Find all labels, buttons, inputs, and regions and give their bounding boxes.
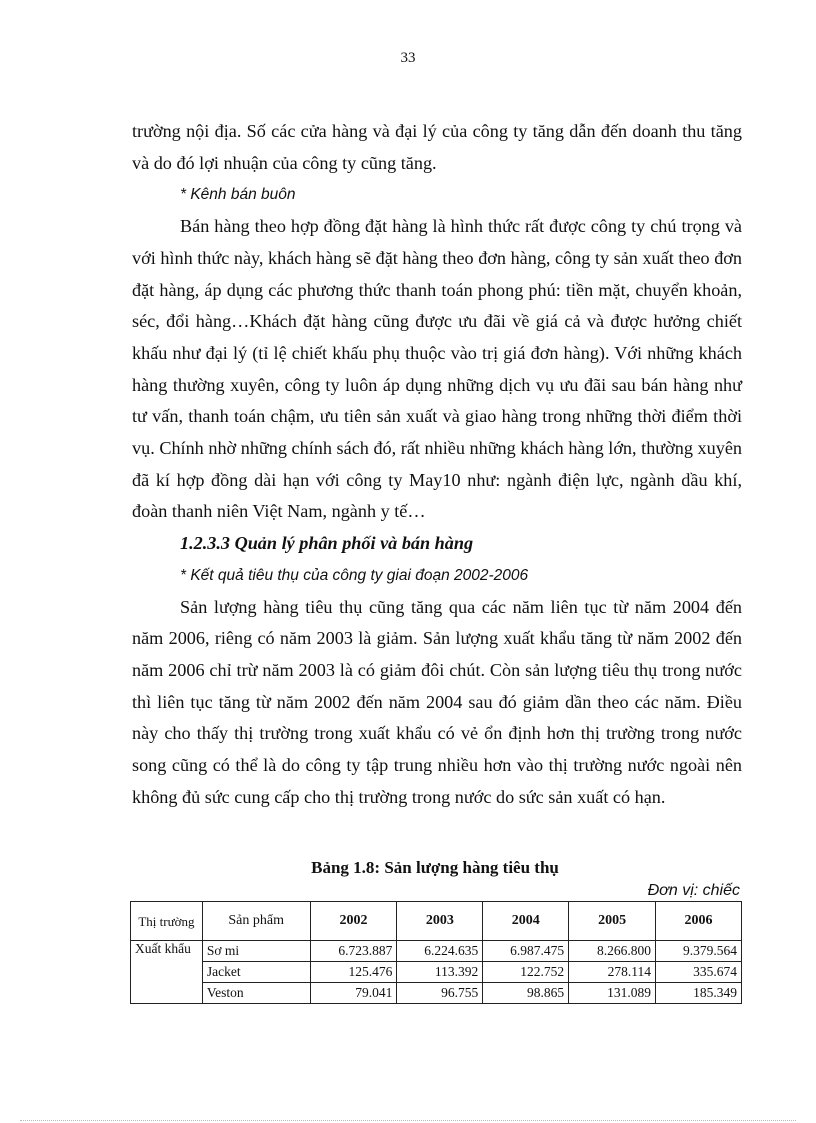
header-2006: 2006 bbox=[656, 902, 742, 941]
header-2004: 2004 bbox=[483, 902, 569, 941]
paragraph-3: Sản lượng hàng tiêu thụ cũng tăng qua các năm liên tục từ năm 2004 đến năm 2006, riêng có năm 2003 là giảm. Sản lượng xuất khẩu tăng từ năm 2002 đến năm 2006 chỉ trừ năm 2003 là có giảm đôi chút. Còn sản lượng tiêu thụ trong nước thì liên tục tăng từ năm 2002 đến năm 2004 sau đó giảm dần theo các năm. Điều này cho thấy thị trường trong xuất khẩu có vẻ ổn định hơn thị trường trong nước song cũng có thể là do công ty tập trung nhiều hơn vào thị trường nước ngoài nên không đủ sức cung cấp cho thị trường trong nước do sức sản xuất có hạn. bbox=[132, 596, 742, 807]
product-cell: Jacket bbox=[202, 962, 310, 983]
value-cell: 185.349 bbox=[656, 983, 742, 1004]
value-cell: 79.041 bbox=[310, 983, 397, 1004]
market-cell: Xuất khẩu bbox=[131, 941, 203, 1004]
table-row bbox=[131, 941, 742, 962]
sales-table bbox=[130, 901, 742, 1004]
value-cell: 125.476 bbox=[310, 962, 397, 983]
section-heading: 1.2.3.3 Quản lý phân phối và bán hàng bbox=[180, 533, 474, 554]
subheading-results: * Kết quả tiêu thụ của công ty giai đoạn 2002-2006 bbox=[180, 566, 529, 584]
paragraph-2: Bán hàng theo hợp đồng đặt hàng là hình thức rất được công ty chú trọng và với hình thức này, khách hàng sẽ đặt hàng theo đơn hàng, công ty sản xuất theo đơn đặt hàng, áp dụng các phương thức thanh toán phong phú: tiền mặt, chuyển khoản, séc, đổi hàng…Khách đặt hàng cũng được ưu đãi về giá cả và được hưởng chiết khấu như đại lý (tỉ lệ chiết khấu phụ thuộc vào trị giá đơn hàng). Với những khách hàng thường xuyên, công ty luôn áp dụng những dịch vụ ưu đãi sau bán hàng như tư vấn, thanh toán chậm, ưu tiên sản xuất và giao hàng trong những thời điểm thời vụ. Chính nhờ những chính sách đó, rất nhiều những khách hàng lớn, thường xuyên đã kí hợp đồng dài hạn với công ty May10 như: ngành điện lực, ngành dầu khí, đoàn thanh niên Việt Nam, ngành y tế… bbox=[132, 216, 742, 522]
value-cell: 8.266.800 bbox=[569, 941, 656, 962]
header-market: Thị trường bbox=[131, 902, 203, 941]
value-cell: 335.674 bbox=[656, 962, 742, 983]
product-cell: Sơ mi bbox=[202, 941, 310, 962]
page-bottom-rule bbox=[20, 1120, 796, 1121]
value-cell: 9.379.564 bbox=[656, 941, 742, 962]
value-cell: 278.114 bbox=[569, 962, 656, 983]
table-row bbox=[131, 962, 742, 983]
header-2002: 2002 bbox=[310, 902, 397, 941]
paragraph-1: trường nội địa. Số các cửa hàng và đại lý của công ty tăng dẫn đến doanh thu tăng và do đó lợi nhuận của công ty cũng tăng. bbox=[132, 121, 742, 173]
value-cell: 96.755 bbox=[397, 983, 483, 1004]
body-text bbox=[132, 116, 742, 813]
value-cell: 122.752 bbox=[483, 962, 569, 983]
value-cell: 6.723.887 bbox=[310, 941, 397, 962]
value-cell: 6.224.635 bbox=[397, 941, 483, 962]
header-2005: 2005 bbox=[569, 902, 656, 941]
table-header-row bbox=[131, 902, 742, 941]
table-row bbox=[131, 983, 742, 1004]
header-2003: 2003 bbox=[397, 902, 483, 941]
value-cell: 6.987.475 bbox=[483, 941, 569, 962]
subheading-wholesale: * Kênh bán buôn bbox=[180, 186, 296, 204]
header-product: Sản phẩm bbox=[202, 902, 310, 941]
table-caption: Bảng 1.8: Sản lượng hàng tiêu thụ bbox=[311, 858, 559, 877]
product-cell: Veston bbox=[202, 983, 310, 1004]
table-unit: Đơn vị: chiếc bbox=[647, 882, 740, 899]
value-cell: 131.089 bbox=[569, 983, 656, 1004]
value-cell: 98.865 bbox=[483, 983, 569, 1004]
page-number: 33 bbox=[400, 50, 416, 66]
value-cell: 113.392 bbox=[397, 962, 483, 983]
